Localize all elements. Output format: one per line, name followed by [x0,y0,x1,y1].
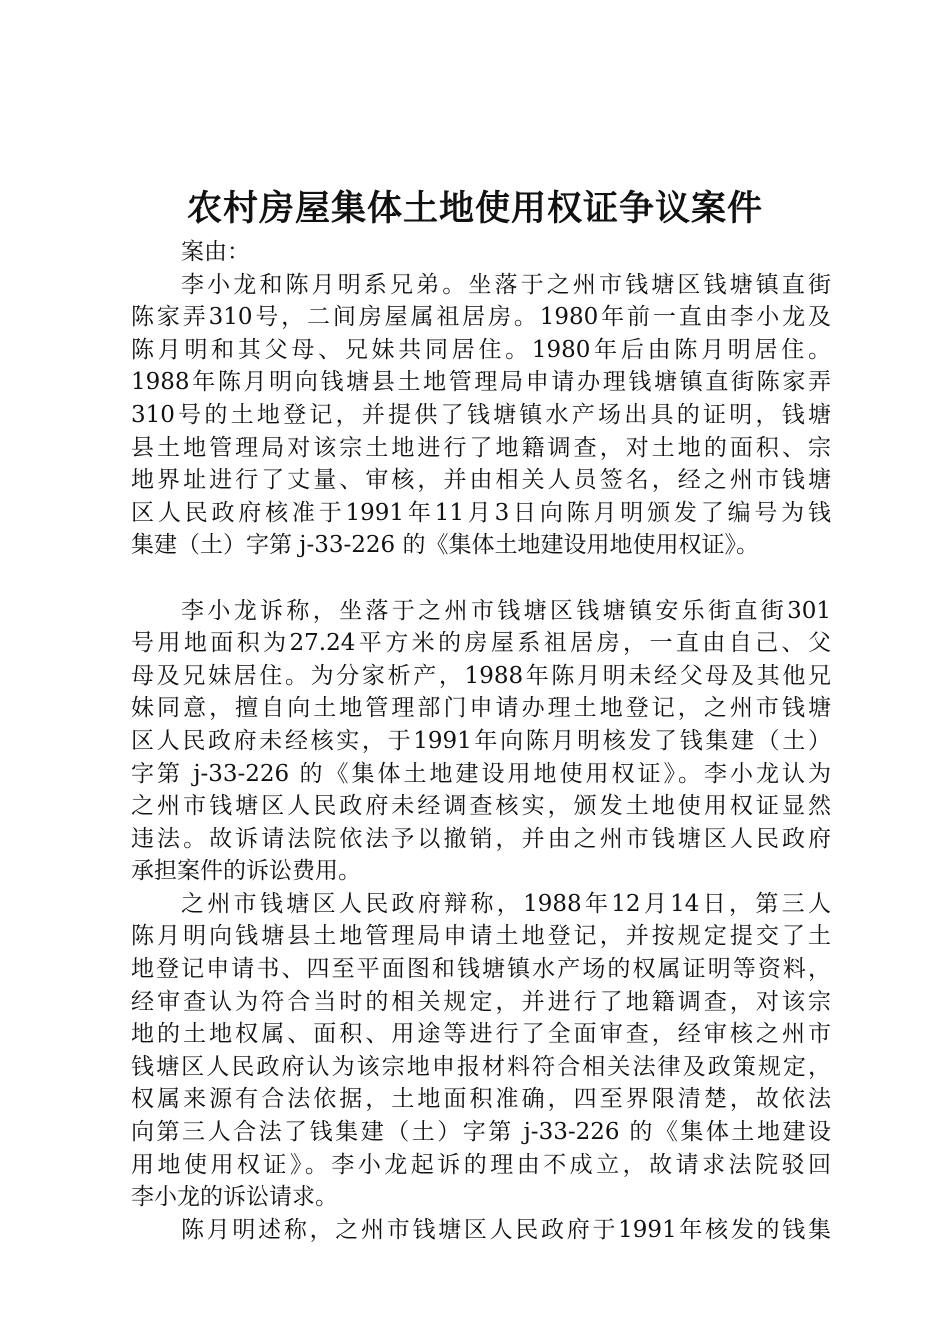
text-line: 号用地面积为27.24平方米的房屋系祖居房，一直由自己、父 [131,630,831,657]
text-line: 陈月明和其父母、兄妹共同居住。1980年后由陈月明居住。 [131,336,831,363]
text-line: 地界址进行了丈量、审核，并由相关人员签名，经之州市钱塘 [131,467,831,494]
text-line: 字第 j-33-226 的《集体土地建设用地使用权证》。李小龙认为 [131,760,831,787]
text-line: 地登记申请书、四至平面图和钱塘镇水产场的权属证明等资料， [131,956,831,983]
text-line: 经审查认为符合当时的相关规定，并进行了地籍调查，对该宗 [131,988,831,1015]
text-line: 钱塘区人民政府认为该宗地申报材料符合相关法律及政策规定， [131,1053,831,1080]
blank-line [131,562,831,595]
text-line: 区人民政府核准于1991年11月3日向陈月明颁发了编号为钱 [131,499,831,526]
text-line: 权属来源有合法依据，土地面积准确，四至界限清楚，故依法 [131,1086,831,1113]
text-line: 李小龙和陈月明系兄弟。坐落于之州市钱塘区钱塘镇直街 [181,271,831,298]
text-line: 妹同意，擅自向土地管理部门申请办理土地登记，之州市钱塘 [131,695,831,722]
text-line: 违法。故诉请法院依法予以撤销，并由之州市钱塘区人民政府 [131,825,831,852]
text-line: 地的土地权属、面积、用途等进行了全面审查，经审核之州市 [131,1021,831,1048]
document-body [131,236,831,1246]
text-line: 李小龙的诉讼请求。 [131,1184,338,1211]
text-line: 区人民政府未经核实，于1991年向陈月明核发了钱集建（土） [131,727,831,754]
text-line: 之州市钱塘区人民政府未经调查核实，颁发土地使用权证显然 [131,793,831,820]
document-title: 农村房屋集体土地使用权证争议案件 [186,188,763,229]
text-line: 母及兄妹居住。为分家析产，1988年陈月明未经父母及其他兄 [131,662,831,689]
text-line: 用地使用权证》。李小龙起诉的理由不成立，故请求法院驳回 [131,1151,831,1178]
text-line: 案由： [181,239,250,265]
text-line: 310号的土地登记，并提供了钱塘镇水产场出具的证明，钱塘 [131,401,831,428]
text-line: 县土地管理局对该宗土地进行了地籍调查，对土地的面积、宗 [131,434,831,461]
text-line: 1988年陈月明向钱塘县土地管理局申请办理钱塘镇直街陈家弄 [131,369,831,396]
text-line: 承担案件的诉讼费用。 [131,858,361,885]
text-line: 之州市钱塘区人民政府辩称，1988年12月14日，第三人 [181,890,831,917]
text-line: 李小龙诉称，坐落于之州市钱塘区钱塘镇安乐街直街301 [181,597,831,624]
text-line: 陈月明向钱塘县土地管理局申请土地登记，并按规定提交了土 [131,923,831,950]
text-line: 向第三人合法了钱集建（土）字第 j-33-226 的《集体土地建设 [131,1119,831,1146]
text-line: 陈月明述称，之州市钱塘区人民政府于1991年核发的钱集 [181,1216,831,1243]
text-line: 陈家弄310号，二间房屋属祖居房。1980年前一直由李小龙及 [131,304,831,331]
text-line: 集建（土）字第 j-33-226 的《集体土地建设用地使用权证》。 [131,532,759,559]
